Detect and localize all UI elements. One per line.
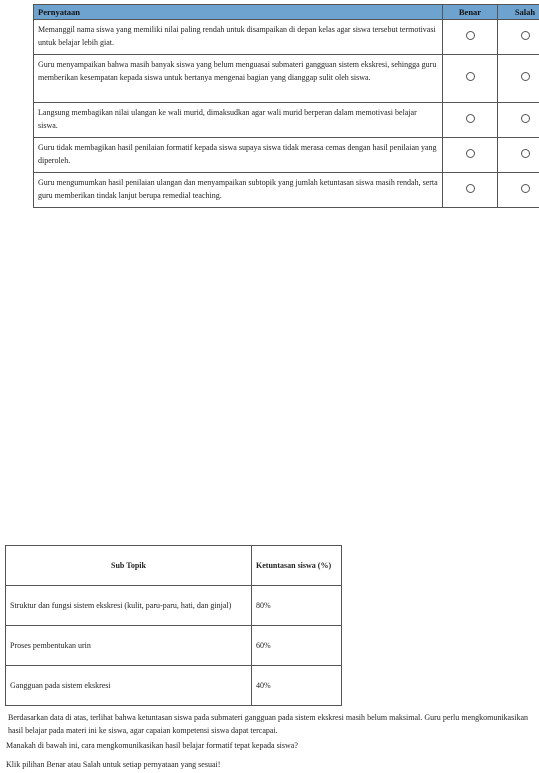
statement-text: Guru tidak membagikan hasil penilaian formatif kepada siswa supaya siswa tidak merasa cemas dengan hasil penilaian yang diperoleh. (34, 138, 443, 173)
false-radio[interactable] (521, 184, 530, 193)
table-row (6, 666, 342, 706)
false-option-cell[interactable] (498, 20, 539, 55)
false-radio[interactable] (521, 149, 530, 158)
true-option-cell[interactable] (443, 55, 498, 103)
statement-row (34, 103, 539, 138)
statement-row (34, 55, 539, 103)
false-option-cell[interactable] (498, 173, 539, 208)
question-text: Manakah di bawah ini, cara mengkomunikasikan hasil belajar formatif tepat kepada siswa? (6, 741, 298, 750)
statement-row (34, 138, 539, 173)
subtopic-column-header: Sub Topik (6, 546, 252, 586)
statement-table-header (34, 5, 539, 20)
subtopic-cell: Struktur dan fungsi sistem ekskresi (kulit, paru-paru, hati, dan ginjal) (6, 586, 252, 626)
false-radio[interactable] (521, 114, 530, 123)
completion-column-header: Ketuntasan siswa (%) (252, 546, 342, 586)
data-table-header (6, 546, 342, 586)
true-radio[interactable] (466, 31, 475, 40)
subtopic-cell: Proses pembentukan urin (6, 626, 252, 666)
true-radio[interactable] (466, 149, 475, 158)
false-option-cell[interactable] (498, 138, 539, 173)
true-option-cell[interactable] (443, 103, 498, 138)
statement-column-header: Pernyataan (34, 5, 443, 20)
table-row (6, 586, 342, 626)
statement-row (34, 173, 539, 208)
completion-cell: 60% (252, 626, 342, 666)
true-radio[interactable] (466, 184, 475, 193)
statement-row (34, 20, 539, 55)
statement-table (33, 4, 539, 208)
completion-cell: 80% (252, 586, 342, 626)
completion-data-table (5, 545, 342, 706)
table-row (6, 626, 342, 666)
completion-cell: 40% (252, 666, 342, 706)
false-radio[interactable] (521, 31, 530, 40)
false-option-cell[interactable] (498, 55, 539, 103)
true-option-cell[interactable] (443, 173, 498, 208)
statement-text: Memanggil nama siswa yang memiliki nilai paling rendah untuk disampaikan di depan kelas agar siswa tersebut termotivasi untuk belajar lebih giat. (34, 20, 443, 55)
true-column-header: Benar (443, 5, 498, 20)
statement-text: Guru menyampaikan bahwa masih banyak siswa yang belum menguasai submateri gangguan sistem ekskresi, sehingga guru memberikan kesempatan kepada siswa untuk bertanya mengenai bagian yang dianggap sulit oleh siswa. (34, 55, 443, 103)
statement-text: Langsung membagikan nilai ulangan ke wali murid, dimaksudkan agar wali murid berperan dalam memotivasi belajar siswa. (34, 103, 443, 138)
analysis-paragraph: Berdasarkan data di atas, terlihat bahwa ketuntasan siswa pada submateri gangguan pada sistem ekskresi masih belum maksimal. Guru perlu mengkomunikasikan hasil belajar pada materi ini ke siswa, agar capaian kompetensi siswa dapat tercapai. (8, 713, 528, 735)
true-radio[interactable] (466, 72, 475, 81)
true-radio[interactable] (466, 114, 475, 123)
instruction-text: Klik pilihan Benar atau Salah untuk setiap pernyataan yang sesuai! (6, 760, 221, 769)
false-column-header: Salah (498, 5, 539, 20)
statement-text: Guru mengumumkan hasil penilaian ulangan dan menyampaikan subtopik yang jumlah ketuntasan siswa masih rendah, serta guru memberikan tindak lanjut berupa remedial teaching. (34, 173, 443, 208)
false-option-cell[interactable] (498, 103, 539, 138)
true-option-cell[interactable] (443, 138, 498, 173)
subtopic-cell: Gangguan pada sistem ekskresi (6, 666, 252, 706)
false-radio[interactable] (521, 72, 530, 81)
true-option-cell[interactable] (443, 20, 498, 55)
